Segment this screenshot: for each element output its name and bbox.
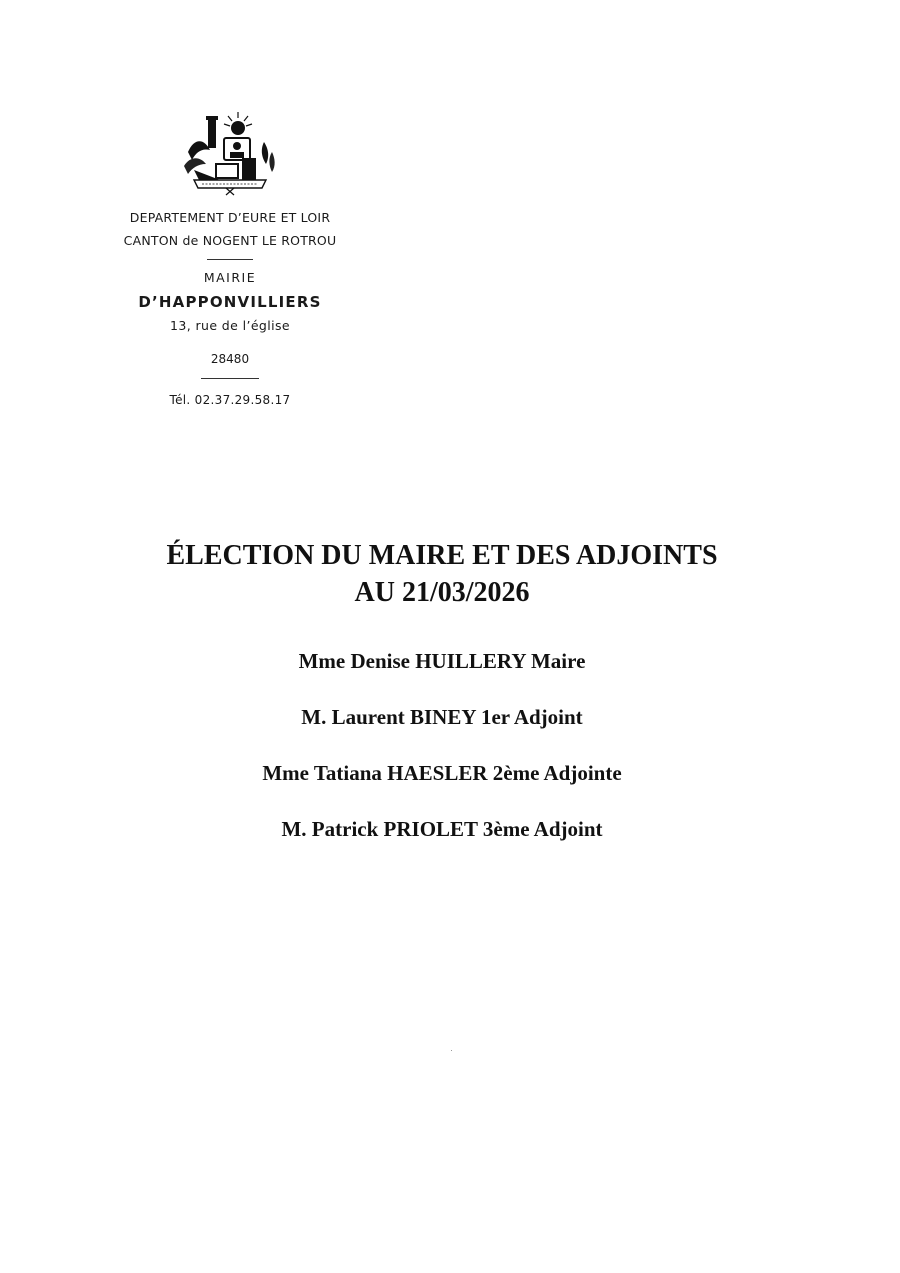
divider [207, 259, 253, 260]
municipal-coat-of-arms-icon [180, 108, 280, 196]
document-title-line-2: AU 21/03/2026 [354, 577, 530, 608]
scan-speck [451, 1050, 452, 1051]
document-title-line-1: ÉLECTION DU MAIRE ET DES ADJOINTS [166, 540, 718, 571]
phone-number: Tél. 02.37.29.58.17 [169, 393, 291, 407]
mairie-label: MAIRIE [203, 270, 257, 285]
official-first-deputy: M. Laurent BINEY 1er Adjoint [301, 705, 583, 729]
letterhead [100, 108, 360, 409]
official-mayor: Mme Denise HUILLERY Maire [298, 649, 586, 673]
divider [201, 378, 259, 379]
address-line: 13, rue de l’église [170, 318, 290, 333]
officials-list [0, 647, 884, 843]
announcement [0, 537, 884, 871]
department-line: DEPARTEMENT D’EURE ET LOIR [129, 210, 331, 225]
canton-line: CANTON de NOGENT LE ROTROU [123, 233, 337, 248]
official-second-deputy: Mme Tatiana HAESLER 2ème Adjointe [262, 761, 622, 785]
official-third-deputy: M. Patrick PRIOLET 3ème Adjoint [281, 817, 603, 841]
postcode: 28480 [210, 352, 250, 366]
commune-name: D’HAPPONVILLIERS [138, 293, 322, 311]
